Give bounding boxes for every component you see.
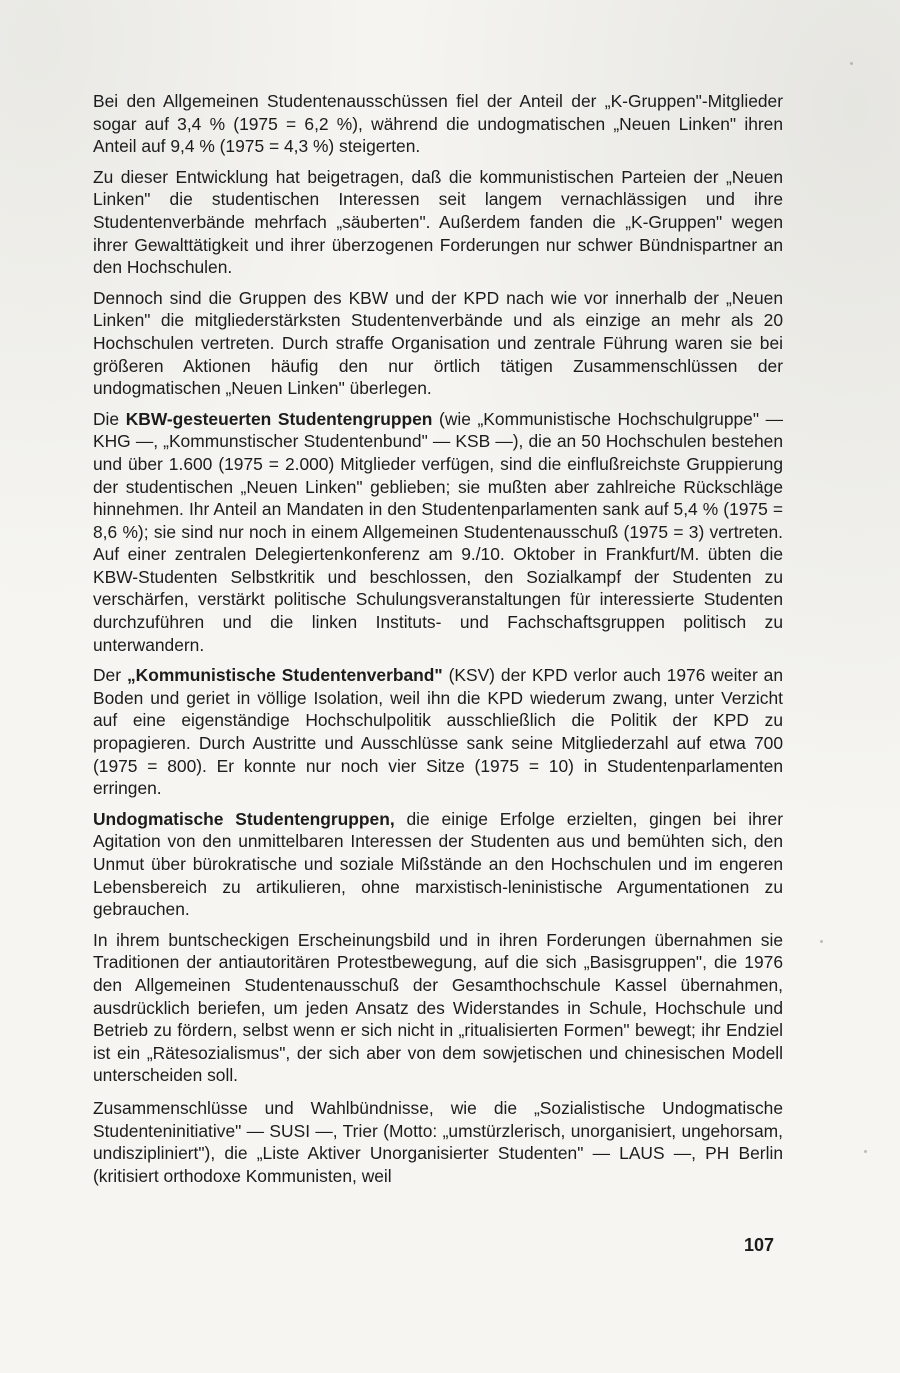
paragraph (93, 929, 783, 1087)
paragraph (93, 90, 783, 158)
paragraph-text: Zu dieser Entwicklung hat beigetragen, daß die kommunistischen Parteien der „Neuen Linken" die studentischen Interessen seit langem vernachlässigen und ihre Studentenverbände mehrfach „säuberten". Außerdem fanden die „K-Gruppen" wegen ihrer Gewalttätigkeit und ihrer überzogenen Forderungen nur schwer Bündnispartner an den Hochschulen. (93, 166, 783, 278)
paragraph-bold-term: KBW-gesteuerten Studentengruppen (125, 408, 433, 429)
paragraph-text: die einige Erfolge erzielten, gingen bei ihrer Agitation von den unmittelbaren Interessen der Studenten aus und bemühten sich, den Unmut über bürokratische und soziale Mißstände an den Hochschulen und im engeren Lebensbereich zu artikulieren, ohne marxistisch-leninistische Argumentationen zu gebrauchen. (93, 808, 783, 920)
paragraph-text: Dennoch sind die Gruppen des KBW und der KPD nach wie vor innerhalb der „Neuen Linken" die mitgliederstärksten Studentenverbände und als einzige an mehr als 20 Hochschulen vertreten. Durch straffe Organisation und zentrale Führung waren sie bei größeren Aktionen häufig den nur örtlich tätigen Zusammenschlüssen der undogmatischen „Neuen Linken" überlegen. (93, 287, 783, 399)
body-text (93, 90, 783, 1195)
paragraph-text: Bei den Allgemeinen Studentenausschüssen fiel der Anteil der „K-Gruppen"-Mitglieder sogar auf 3,4 % (1975 = 6,2 %), während die undogmatischen „Neuen Linken" ihren Anteil auf 9,4 % (1975 = 4,3 %) steigerten. (93, 91, 783, 157)
paragraph-text: Die (93, 408, 126, 429)
paragraph (93, 166, 783, 279)
paragraph (93, 287, 783, 400)
paragraph (93, 808, 783, 921)
paragraph (93, 1097, 783, 1187)
paragraph-bold-term: „Kommunistische Studentenverband" (126, 665, 443, 686)
paragraph-text: Der (93, 665, 127, 686)
paragraph-text: Zusammenschlüsse und Wahlbündnisse, wie die „Sozialistische Undogmatische Studenteninitiative" — SUSI —, Trier (Motto: „umstürzlerisch, unorganisiert, ungehorsam, undiszipliniert"), die „Liste Aktiver Unorganisierter Studenten" — LAUS —, PH Berlin (kritisiert orthodoxe Kommunisten, weil (93, 1097, 783, 1186)
page-number: 107 (744, 1235, 775, 1255)
paragraph-text: In ihrem buntscheckigen Erscheinungsbild und in ihren Forderungen übernahmen sie Traditionen der antiautoritären Protestbewegung, auf die sich „Basisgruppen", die 1976 den Allgemeinen Studentenausschuß der Gesamthochschule Kassel übernahmen, ausdrücklich beriefen, um jeden Ansatz des Widerstandes in Schule, Hochschule und Betrieb zu fördern, selbst wenn er sich nicht in „ritualisierten Formen" bewegt; ihr Endziel ist ein „Rätesozialismus", der sich aber von dem sowjetischen und chinesischen Modell unterscheiden soll. (93, 929, 783, 1086)
paragraph (93, 408, 783, 657)
paragraph-text: (KSV) der KPD verlor auch 1976 weiter an Boden und geriet in völlige Isolation, weil ihn die KPD wiederum zwang, unter Verzicht auf eine eigenständige Hochschulpolitik ausschließlich die Politik der KPD zu propagieren. Durch Austritte und Ausschlüsse sank seine Mitgliederzahl auf etwa 700 (1975 = 800). Er konnte nur noch vier Sitze (1975 = 10) in Studentenparlamenten erringen. (93, 665, 784, 799)
scan-speck (864, 1150, 867, 1153)
paragraph (93, 664, 783, 800)
scan-speck (850, 62, 853, 65)
scan-speck (820, 940, 823, 943)
paragraph-bold-term: Undogmatische Studentengruppen, (93, 808, 395, 829)
paragraph-text: (wie „Kommunistische Hochschulgruppe" — KHG —, „Kommunstischer Studentenbund" — KSB —), die an 50 Hochschulen bestehen und über 1.600 (1975 = 2.000) Mitglieder verfügen, sind die einflußreichste Gruppierung der studentischen „Neuen Linken" geblieben; sie mußten aber zahlreiche Rückschläge hinnehmen. Ihr Anteil an Mandaten in den Studentenparlamenten sank auf 5,4 % (1975 = 8,6 %); sie sind nur noch in einem Allgemeinen Studentenausschuß (1975 = 3) vertreten. Auf einer zentralen Delegiertenkonferenz am 9./10. Oktober in Frankfurt/M. übten die KBW-Studenten Selbstkritik und beschlossen, den Sozialkampf der Studenten zu verschärfen, verstärkt politische Schulungsveranstaltungen für interessierte Studenten durchzuführen und die linken Instituts- und Fachschaftsgruppen politisch zu unterwandern. (93, 408, 783, 655)
